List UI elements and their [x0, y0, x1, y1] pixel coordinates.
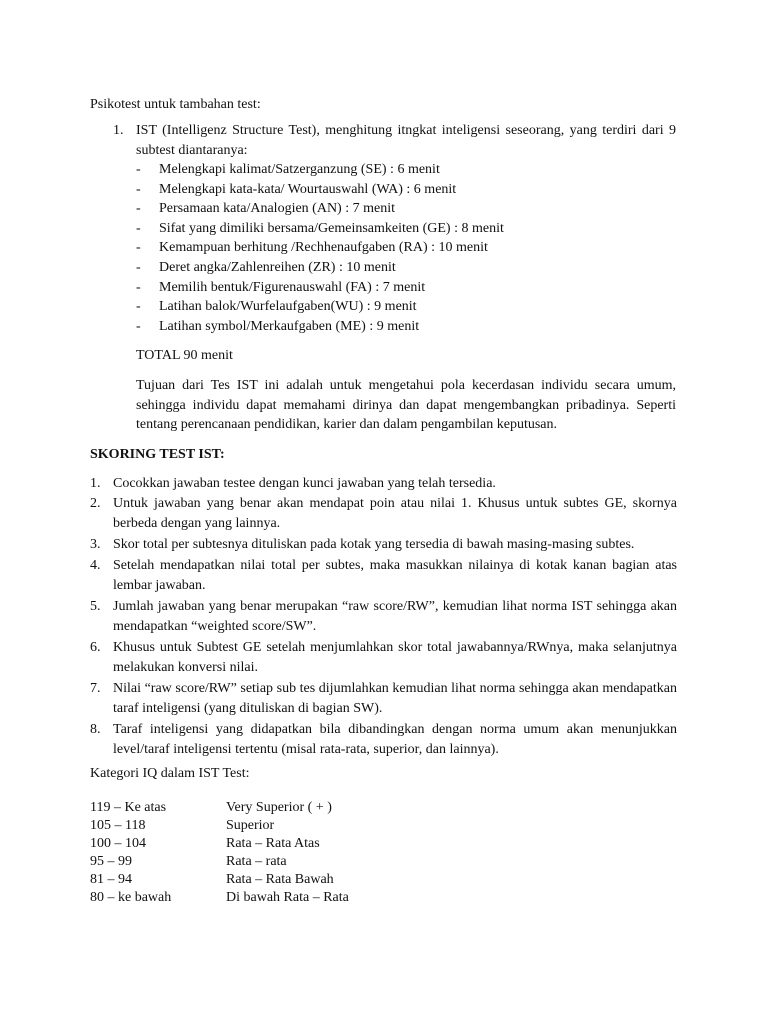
subtest-dash: -	[136, 260, 141, 275]
iq-heading: Kategori IQ dalam IST Test:	[90, 766, 250, 781]
scoring-item-text: Jumlah jawaban yang benar merupakan “raw score/RW”, kemudian lihat norma IST sehingga akan mendapatkan “weighted score/SW”.	[113, 599, 677, 634]
iq-category: Rata – Rata Bawah	[226, 872, 334, 887]
scoring-item-number: 6.	[90, 640, 101, 655]
scoring-item-number: 2.	[90, 496, 101, 511]
scoring-item-number: 3.	[90, 537, 101, 552]
ist-purpose: Tujuan dari Tes IST ini adalah untuk mengetahui pola kecerdasan individu secara umum, sehingga individu dapat memahami dirinya dan dapat mengembangkan pribadinya. Seperti tentang perencanaan pendidikan, karier dan dalam pengambilan keputusan.	[136, 378, 676, 432]
subtest-item: Latihan symbol/Merkaufgaben (ME) : 9 menit	[159, 318, 420, 334]
iq-range: 119 – Ke atas	[90, 800, 167, 815]
iq-range: 81 – 94	[90, 872, 132, 887]
subtest-dash: -	[136, 318, 141, 334]
iq-range: 95 – 99	[90, 854, 132, 869]
subtest-dash: -	[136, 220, 141, 236]
scoring-item-text: Taraf inteligensi yang didapatkan bila dibandingkan dengan norma umum akan menunjukkan level/taraf inteligensi tertentu (misal rata-rata, superior, dan lainnya).	[113, 722, 677, 757]
ist-description: IST (Intelligenz Structure Test), menghitung itngkat inteligensi seseorang, yang terdiri dari 9 subtest diantaranya:	[136, 123, 676, 158]
scoring-item-text: Nilai “raw score/RW” setiap sub tes dijumlahkan kemudian lihat norma sehingga akan mendapatkan taraf inteligensi (yang dituliskan di bagian SW).	[113, 681, 677, 716]
subtest-dash: -	[136, 279, 141, 295]
iq-category: Superior	[226, 818, 275, 833]
scoring-heading: SKORING TEST IST:	[90, 447, 225, 462]
scoring-item-number: 8.	[90, 722, 101, 737]
subtest-item: Melengkapi kata-kata/ Wourtauswahl (WA) : 6 menit	[159, 181, 457, 197]
iq-range: 105 – 118	[90, 818, 146, 833]
subtest-dash: -	[136, 240, 141, 256]
iq-category: Rata – rata	[226, 854, 287, 869]
iq-range: 80 – ke bawah	[90, 890, 172, 905]
subtest-item: Latihan balok/Wurfelaufgaben(WU) : 9 menit	[159, 299, 417, 315]
subtest-item: Melengkapi kalimat/Satzerganzung (SE) : 6 menit	[159, 162, 440, 177]
intro-line: Psikotest untuk tambahan test:	[90, 97, 261, 112]
subtest-item: Memilih bentuk/Figurenauswahl (FA) : 7 menit	[159, 279, 426, 295]
subtest-dash: -	[136, 299, 141, 315]
iq-range: 100 – 104	[90, 836, 146, 851]
scoring-item-text: Setelah mendapatkan nilai total per subtes, maka masukkan nilainya di kotak kanan bagian atas lembar jawaban.	[113, 558, 677, 593]
ist-total: TOTAL 90 menit	[136, 348, 233, 363]
scoring-item-number: 7.	[90, 681, 101, 696]
subtest-dash: -	[136, 181, 141, 197]
scoring-item-number: 1.	[90, 476, 101, 491]
subtest-item: Persamaan kata/Analogien (AN) : 7 menit	[159, 201, 395, 217]
scoring-item-text: Skor total per subtesnya dituliskan pada kotak yang tersedia di bawah masing-masing subtes.	[113, 537, 635, 552]
scoring-item-text: Untuk jawaban yang benar akan mendapat poin atau nilai 1. Khusus untuk subtes GE, skornya berbeda dengan yang lainnya.	[113, 496, 677, 531]
scoring-item-number: 4.	[90, 558, 101, 573]
iq-category: Di bawah Rata – Rata	[226, 890, 349, 905]
scoring-item-text: Khusus untuk Subtest GE setelah menjumlahkan skor total jawabannya/RWnya, maka selanjutnya melakukan konversi nilai.	[113, 640, 677, 675]
iq-category: Rata – Rata Atas	[226, 836, 320, 851]
scoring-item-number: 5.	[90, 599, 101, 614]
subtest-item: Sifat yang dimiliki bersama/Gemeinsamkeiten (GE) : 8 menit	[159, 220, 504, 236]
scoring-item-text: Cocokkan jawaban testee dengan kunci jawaban yang telah tersedia.	[113, 476, 496, 491]
subtest-item: Kemampuan berhitung /Rechhenaufgaben (RA) : 10 menit	[159, 240, 488, 256]
iq-category: Very Superior ( + )	[226, 800, 332, 815]
subtest-dash: -	[136, 162, 141, 177]
subtest-item: Deret angka/Zahlenreihen (ZR) : 10 menit	[159, 260, 396, 275]
subtest-dash: -	[136, 201, 141, 217]
ist-number: 1.	[113, 123, 124, 138]
